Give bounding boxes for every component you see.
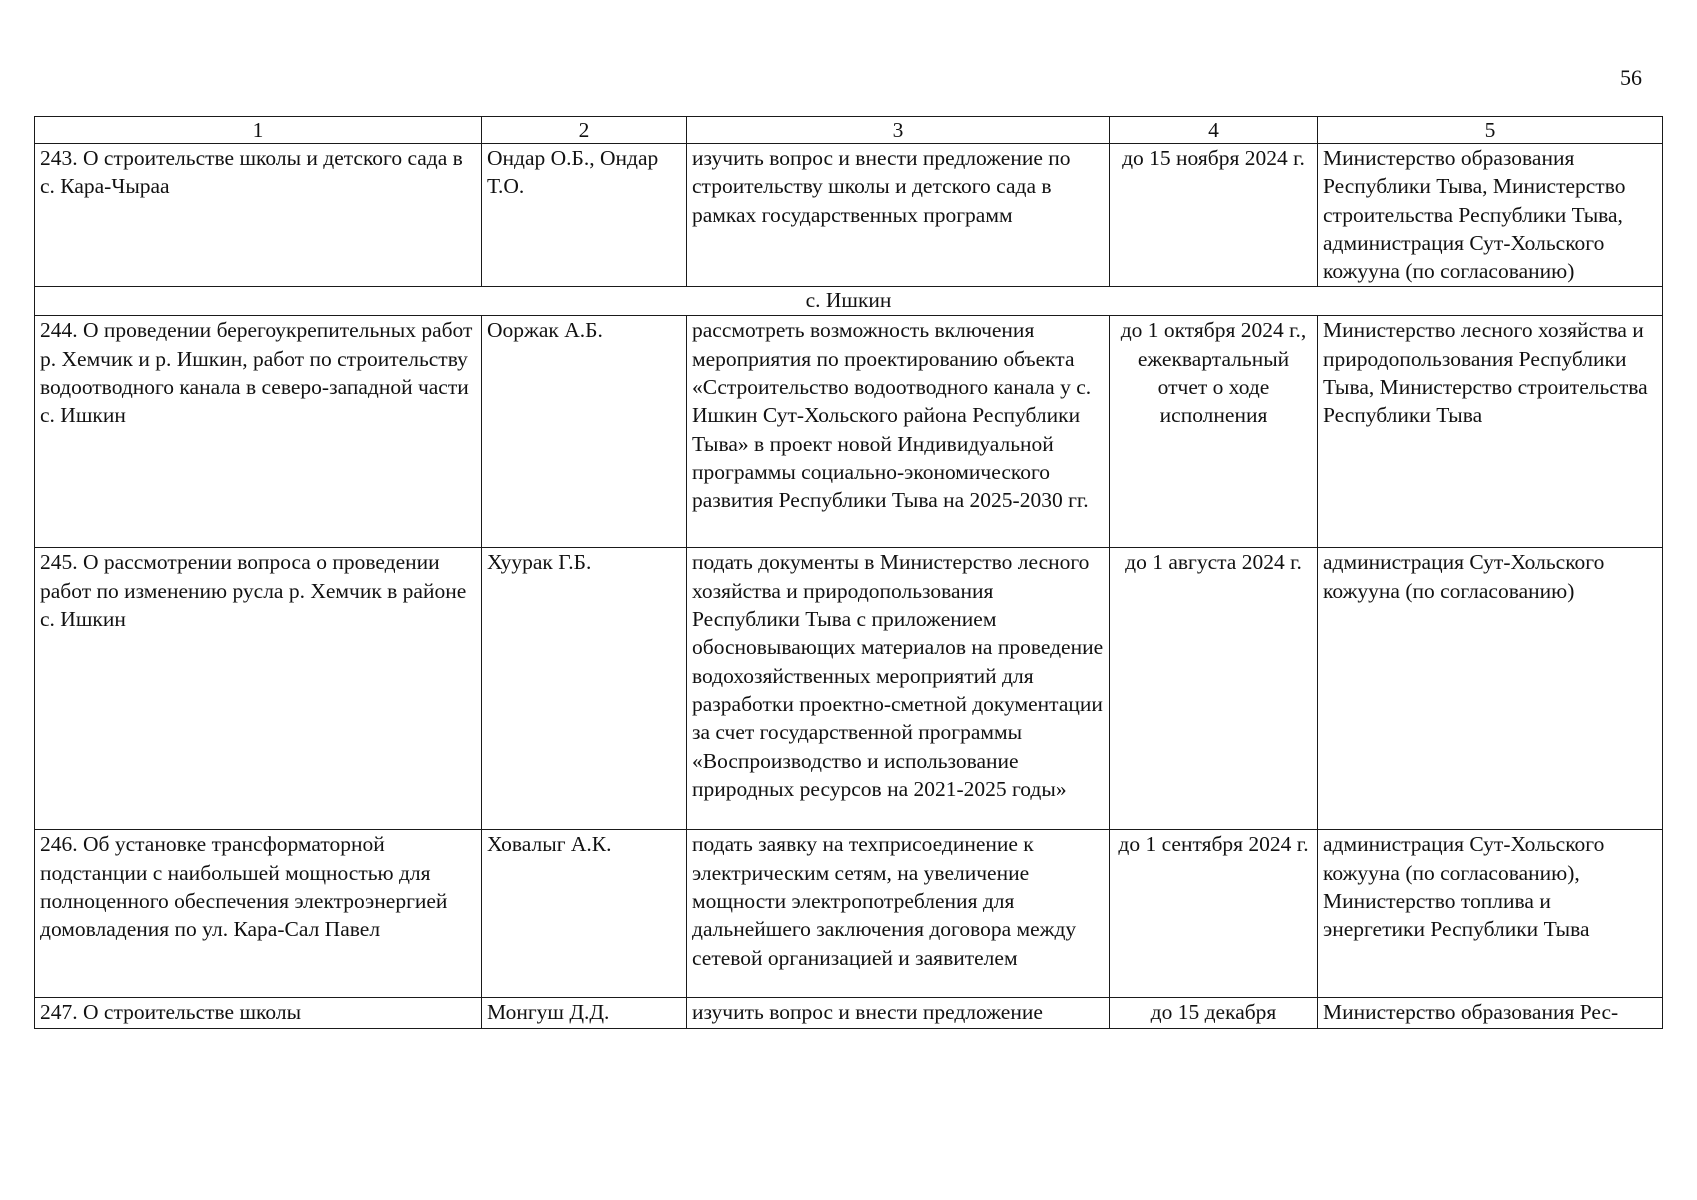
row-deadline: до 1 октября 2024 г., ежеквартальный отчет о ходе исполнения (1110, 316, 1318, 548)
row-deadline: до 15 ноября 2024 г. (1110, 144, 1318, 287)
row-subject: 243. О строительстве школы и детского сада в с. Кара-Чыраа (35, 144, 482, 287)
page-number: 56 (1620, 65, 1642, 90)
table-row-247 (35, 998, 1663, 1028)
row-responsible: Монгуш Д.Д. (482, 998, 687, 1028)
row-action: изучить вопрос и внести предложение по строительству школы и детского сада в рамках государственных программ (687, 144, 1110, 287)
row-executors: администрация Сут-Хольского кожууна (по согласованию) (1318, 548, 1663, 830)
table-row-245 (35, 548, 1663, 830)
row-deadline: до 1 августа 2024 г. (1110, 548, 1318, 830)
row-subject: 246. Об установке трансформаторной подстанции с наибольшей мощностью для полноценного обеспечения электроэнергией домовладения по ул. Кара-Сал Павел (35, 830, 482, 998)
table-row-243 (35, 144, 1663, 287)
column-header-4: 4 (1110, 117, 1318, 144)
row-executors: Министерство образования Рес- (1318, 998, 1663, 1028)
row-subject: 245. О рассмотрении вопроса о проведении работ по изменению русла р. Хемчик в районе с. Ишкин (35, 548, 482, 830)
row-deadline: до 15 декабря (1110, 998, 1318, 1028)
row-executors: Министерство лесного хозяйства и природопользования Республики Тыва, Министерство строительства Республики Тыва (1318, 316, 1663, 548)
row-action: подать документы в Министерство лесного хозяйства и природопользования Республики Тыва с приложением обосновывающих материалов на проведение водохозяйственных мероприятий для разработки проектно-сметной документации за счет государственной программы «Воспроизводство и использование природных ресурсов на 2021-2025 годы» (687, 548, 1110, 830)
section-row-ishkin (35, 287, 1663, 316)
row-responsible: Ооржак А.Б. (482, 316, 687, 548)
row-responsible: Ховалыг А.К. (482, 830, 687, 998)
table-row-244 (35, 316, 1663, 548)
column-header-2: 2 (482, 117, 687, 144)
row-executors: администрация Сут-Хольского кожууна (по согласованию), Министерство топлива и энергетики Республики Тыва (1318, 830, 1663, 998)
table-header-row (35, 117, 1663, 144)
column-header-5: 5 (1318, 117, 1663, 144)
table-row-246 (35, 830, 1663, 998)
decisions-table (34, 116, 1663, 1029)
row-action: подать заявку на техприсоединение к электрическим сетям, на увеличение мощности электропотребления для дальнейшего заключения договора между сетевой организацией и заявителем (687, 830, 1110, 998)
column-header-3: 3 (687, 117, 1110, 144)
row-action: изучить вопрос и внести предложение (687, 998, 1110, 1028)
row-executors: Министерство образования Республики Тыва, Министерство строительства Республики Тыва, администрация Сут-Хольского кожууна (по согласованию) (1318, 144, 1663, 287)
section-title: с. Ишкин (35, 287, 1663, 316)
row-subject: 244. О проведении берегоукрепительных работ р. Хемчик и р. Ишкин, работ по строительству водоотводного канала в северо-западной части с. Ишкин (35, 316, 482, 548)
row-responsible: Хуурак Г.Б. (482, 548, 687, 830)
row-action: рассмотреть возможность включения мероприятия по проектированию объекта «Сстроительство водоотводного канала у с. Ишкин Сут-Хольского района Республики Тыва» в проект новой Индивидуальной программы социально-экономического развития Республики Тыва на 2025-2030 гг. (687, 316, 1110, 548)
row-deadline: до 1 сентября 2024 г. (1110, 830, 1318, 998)
row-subject: 247. О строительстве школы (35, 998, 482, 1028)
row-responsible: Ондар О.Б., Ондар Т.О. (482, 144, 687, 287)
column-header-1: 1 (35, 117, 482, 144)
